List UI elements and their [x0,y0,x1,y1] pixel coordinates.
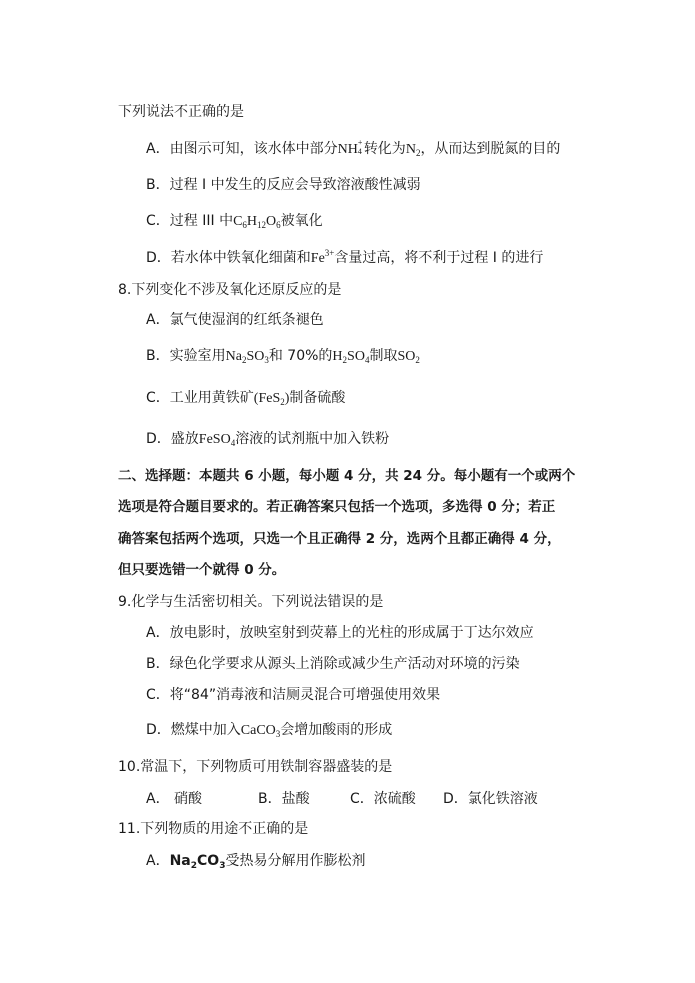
option-text: 转化为 [363,141,406,157]
q10-stem: 10.常温下，下列物质可用铁制容器盛装的是 [118,759,393,775]
q10-option-b: B．盐酸 [258,791,310,807]
q9-option-d [146,720,392,741]
option-label: C． [146,687,170,703]
option-text: 实验室用 [169,348,226,364]
option-text: 放电影时，放映室射到荧幕上的光柱的形成属于丁达尔效应 [169,625,534,641]
formula-na2so3: $Na_2SO_3$ [225,349,269,365]
q9-stem: 9.化学与生活密切相关。下列说法错误的是 [118,594,384,610]
option-text: 和 70%的 [268,348,333,364]
q8-option-c [146,388,345,409]
option-label: C． [146,213,170,229]
q7-stem: 下列说法不正确的是 [118,104,244,120]
option-text: 溶液的试剂瓶中加入铁粉 [235,431,390,447]
q7-option-a [146,139,560,160]
option-text: 由图示可知，该水体中部分 [169,141,338,157]
option-label: A． [146,141,170,157]
q8-stem: 8.下列变化不涉及氧化还原反应的是 [118,282,342,298]
q8-option-d [146,429,389,450]
q8-option-b [146,346,420,367]
section-heading-line-3: 确答案包括两个选项，只选一个且正确得 2 分，选两个且都正确得 4 分， [118,531,561,547]
q7-option-b [146,175,421,195]
option-label: D． [146,431,171,447]
formula-fes2: (FeS$_2$) [253,391,290,407]
formula-glucose: $C_6H_{12}O_6$ [233,214,281,230]
q9-option-b [146,654,520,674]
option-text: 被氧化 [280,213,323,229]
option-label: B． [146,656,170,672]
option-text: 过程 III 中 [169,213,234,229]
option-label: B． [146,348,170,364]
option-text: 受热易分解用作膨松剂 [225,853,366,869]
option-text: 若水体中铁氧化细菌和 [170,250,311,266]
section-heading-line-2: 选项是符合题目要求的。若正确答案只包括一个选项，多选得 0 分；若正 [118,499,556,515]
option-text: 燃煤中加入 [170,722,241,738]
option-text: 过程 I 中发生的反应会导致溶液酸性减弱 [169,177,421,193]
q11-option-a [146,851,365,871]
q11-stem: 11.下列物质的用途不正确的是 [118,821,309,837]
formula-n2: $N_2$ [405,142,421,158]
formula-fe3: $Fe^{3+}$ [310,248,335,266]
option-label: D． [146,722,171,738]
option-text: 制备硫酸 [289,390,346,406]
option-label: B． [146,177,170,193]
option-text: 制取 [369,348,398,364]
q10-option-a: A． 硝酸 [146,791,203,807]
option-label: A． [146,312,170,328]
formula-feso4: FeSO$_4$ [198,432,236,448]
option-text: 绿色化学要求从源头上消除或减少生产活动对环境的污染 [169,656,520,672]
q7-option-c [146,211,323,232]
formula-h2so4: $H_2SO_4$ [332,349,370,365]
formula-nh4: NH + 4 [337,138,363,157]
q10-option-d: D．氯化铁溶液 [443,791,538,807]
option-text: 将“84”消毒液和洁厕灵混合可增强使用效果 [169,687,441,703]
option-label: A． [146,625,170,641]
section-heading-line-1: 二、选择题：本题共 6 小题，每小题 4 分，共 24 分。每小题有一个或两个 [118,468,576,484]
section-heading-line-4: 但只要选错一个就得 0 分。 [118,562,286,578]
q9-option-c [146,685,440,705]
option-text: 会增加酸雨的形成 [280,722,393,738]
option-label: C． [146,390,170,406]
option-text: ，从而达到脱氮的目的 [420,141,561,157]
q9-option-a [146,623,534,643]
option-label: D． [146,250,171,266]
formula-caco3: CaCO$_3$ [240,723,281,739]
q10-option-c: C．浓硫酸 [350,791,416,807]
option-text: 含量过高，将不利于过程 I 的进行 [334,250,544,266]
q7-option-d [146,248,543,269]
option-text: 氯气使湿润的红纸条褪色 [169,312,324,328]
formula-na2co3: $Na_2CO_3$ [169,853,226,871]
option-label: A． [146,853,170,869]
option-text: 工业用黄铁矿 [169,390,254,406]
formula-so2: $SO_2$ [397,349,420,365]
option-text: 盛放 [170,431,199,447]
q8-option-a [146,310,324,330]
